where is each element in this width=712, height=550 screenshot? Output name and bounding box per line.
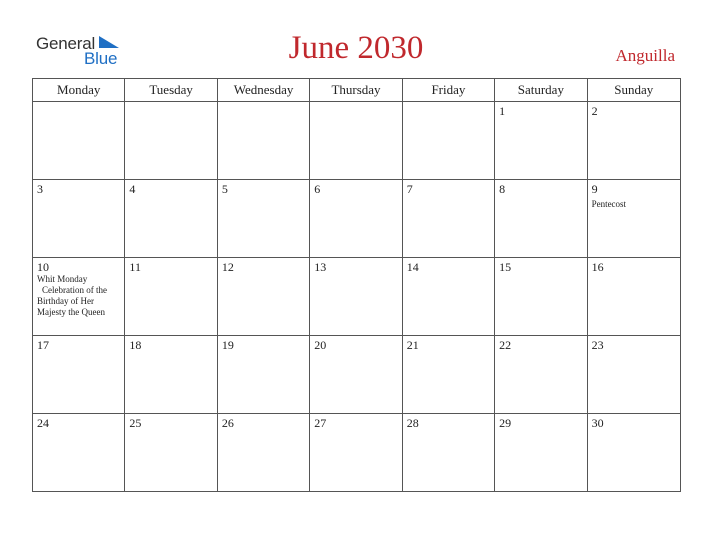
holiday-queens-birthday: Celebration of the Birthday of Her Majesty the Queen bbox=[37, 285, 107, 317]
day-cell bbox=[403, 414, 495, 492]
calendar-title: June 2030 bbox=[288, 30, 424, 66]
day-cell bbox=[495, 336, 587, 413]
day-cell bbox=[33, 180, 125, 257]
day-number: 14 bbox=[406, 260, 419, 274]
day-cell bbox=[125, 258, 217, 335]
day-number: 20 bbox=[314, 338, 327, 352]
calendar-grid bbox=[32, 78, 681, 492]
day-number: 23 bbox=[591, 338, 604, 352]
day-cell bbox=[495, 180, 587, 257]
day-number: 30 bbox=[591, 416, 604, 430]
day-number: 5 bbox=[221, 182, 228, 196]
weekday-header: Saturday bbox=[495, 79, 587, 101]
day-number: 13 bbox=[314, 260, 327, 274]
day-cell bbox=[310, 258, 402, 335]
day-cell bbox=[125, 414, 217, 492]
weekday-header: Wednesday bbox=[218, 79, 310, 101]
day-cell bbox=[403, 336, 495, 413]
day-number: 1 bbox=[499, 104, 506, 118]
day-number: 15 bbox=[499, 260, 512, 274]
day-cell bbox=[218, 258, 310, 335]
day-number: 4 bbox=[129, 182, 136, 196]
brand-word-general: General bbox=[36, 34, 96, 53]
brand-word-blue: Blue bbox=[84, 49, 118, 68]
day-cell bbox=[588, 414, 680, 492]
day-number: 26 bbox=[221, 416, 234, 430]
day-number: 10 bbox=[37, 260, 49, 274]
day-cell bbox=[33, 102, 125, 179]
holiday-pentecost: Pentecost bbox=[591, 199, 627, 209]
day-number: 25 bbox=[129, 416, 142, 430]
day-cell bbox=[403, 258, 495, 335]
day-cell bbox=[218, 414, 310, 492]
day-cell bbox=[310, 414, 402, 492]
weeks-container bbox=[33, 102, 680, 492]
day-cell bbox=[310, 336, 402, 413]
day-number: 7 bbox=[406, 182, 413, 196]
day-cell bbox=[218, 336, 310, 413]
week-row bbox=[33, 414, 680, 492]
weekday-header: Sunday bbox=[614, 82, 654, 97]
day-number: 12 bbox=[221, 260, 234, 274]
day-cell bbox=[588, 102, 680, 179]
day-number: 2 bbox=[591, 104, 598, 118]
week-row bbox=[33, 258, 680, 336]
day-number: 8 bbox=[499, 182, 506, 196]
day-cell bbox=[588, 258, 680, 335]
day-number: 6 bbox=[314, 182, 321, 196]
day-number: 18 bbox=[129, 338, 142, 352]
day-number: 22 bbox=[499, 338, 512, 352]
day-number: 19 bbox=[221, 338, 234, 352]
day-number: 27 bbox=[314, 416, 327, 430]
day-number: 9 bbox=[591, 182, 598, 196]
day-number: 17 bbox=[37, 338, 49, 352]
day-number: 24 bbox=[37, 416, 49, 430]
week-row bbox=[33, 180, 680, 258]
day-number: 28 bbox=[406, 416, 419, 430]
country-name: Anguilla bbox=[615, 46, 675, 65]
day-number: 21 bbox=[406, 338, 419, 352]
day-cell bbox=[125, 180, 217, 257]
weekday-header: Tuesday bbox=[125, 79, 217, 101]
day-cell bbox=[218, 180, 310, 257]
day-number: 16 bbox=[591, 260, 604, 274]
day-cell bbox=[588, 336, 680, 413]
day-cell bbox=[310, 180, 402, 257]
day-cell bbox=[495, 414, 587, 492]
day-number: 3 bbox=[37, 182, 43, 196]
weekday-header: Monday bbox=[33, 79, 125, 101]
weekday-header: Thursday bbox=[310, 79, 402, 101]
weekday-header: Friday bbox=[403, 79, 495, 101]
day-cell bbox=[33, 336, 125, 413]
week-row bbox=[33, 336, 680, 414]
day-number: 29 bbox=[499, 416, 512, 430]
day-cell bbox=[495, 102, 587, 179]
day-cell bbox=[218, 102, 310, 179]
day-cell bbox=[125, 102, 217, 179]
day-cell bbox=[125, 336, 217, 413]
day-cell bbox=[495, 258, 587, 335]
holiday-whit-monday: Whit Monday bbox=[37, 274, 88, 284]
week-row bbox=[33, 102, 680, 180]
day-number: 11 bbox=[129, 260, 141, 274]
day-cell bbox=[403, 180, 495, 257]
weekday-header-row bbox=[33, 79, 680, 102]
day-cell bbox=[403, 102, 495, 179]
day-cell bbox=[310, 102, 402, 179]
day-cell bbox=[33, 414, 125, 492]
day-cell bbox=[33, 258, 125, 335]
day-cell bbox=[588, 180, 680, 257]
